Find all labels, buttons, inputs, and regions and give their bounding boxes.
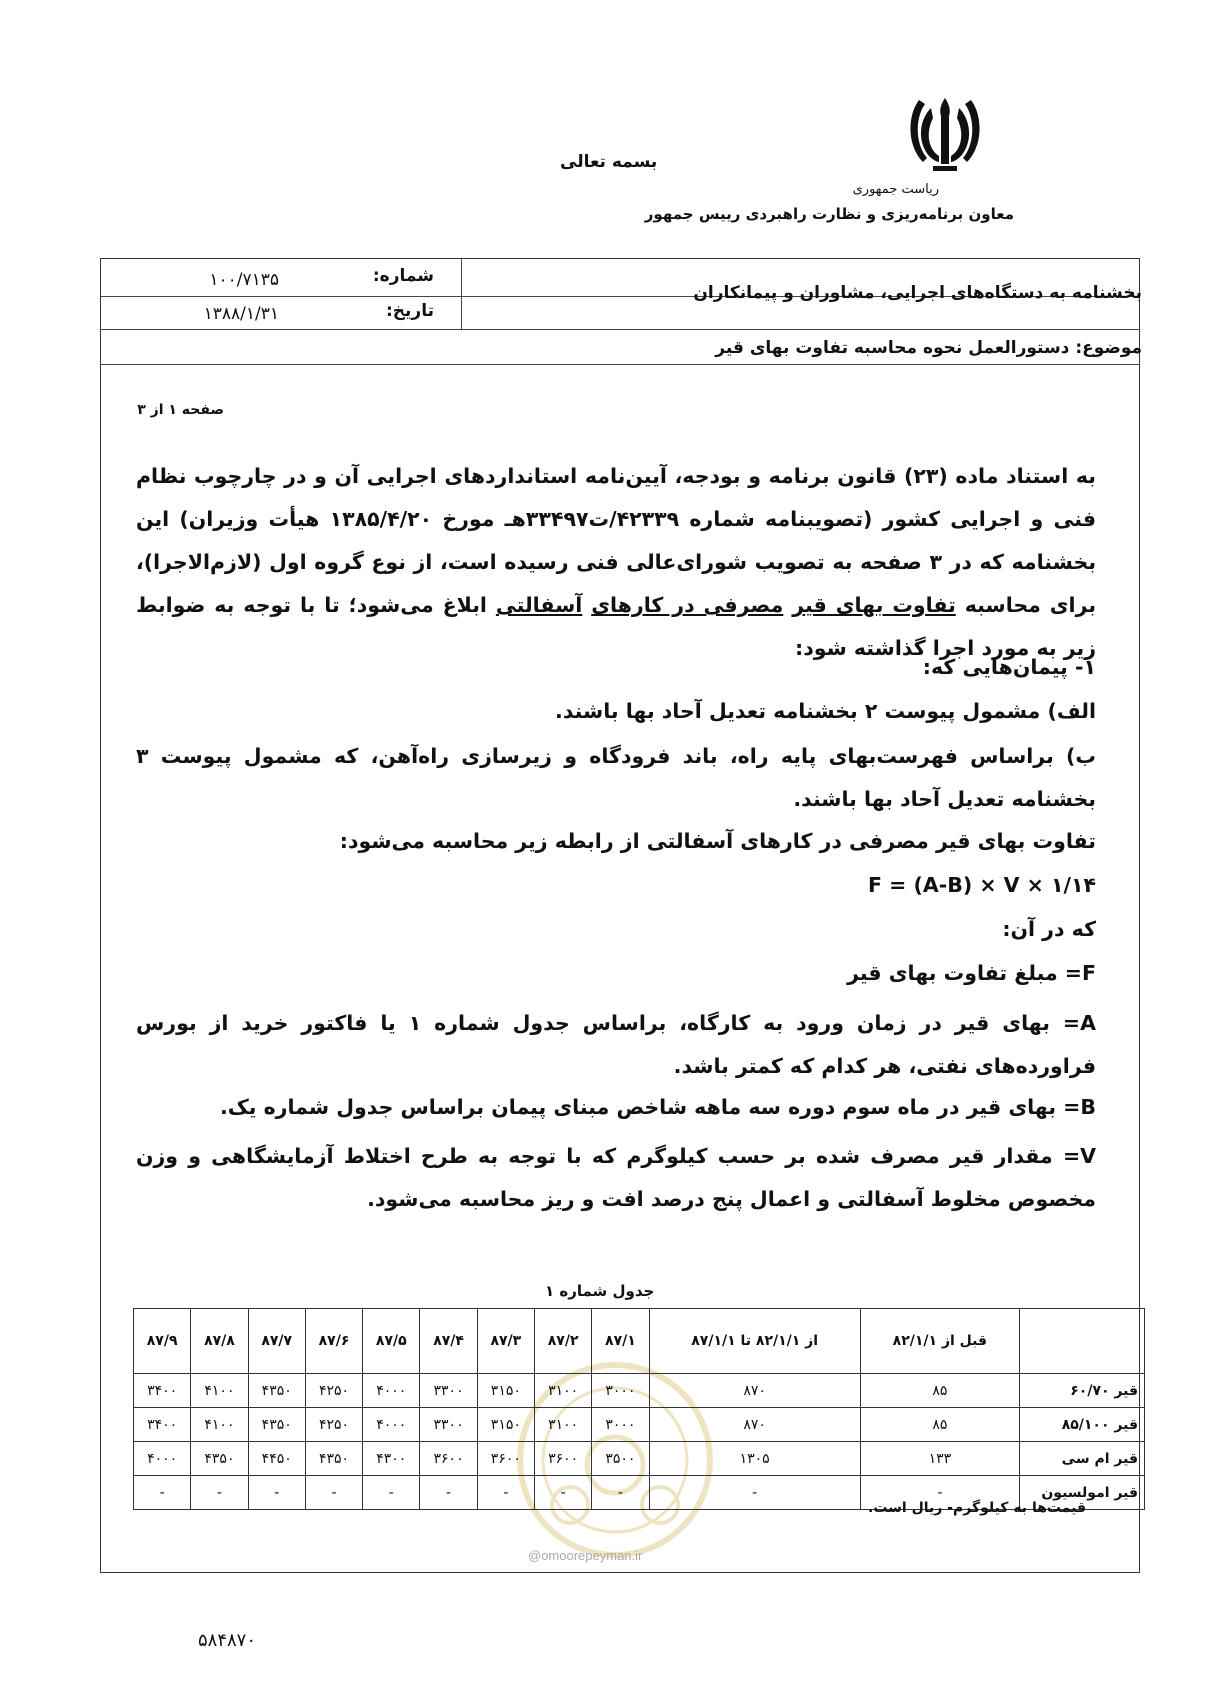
table-row xyxy=(134,1408,1145,1442)
table-caption: جدول شماره ۱ xyxy=(545,1282,655,1300)
bitumen-price-table xyxy=(133,1308,1145,1510)
intro-text-2: ابلاغ می‌شود؛ تا با توجه به ضوابط زیر به مورد اجرا گذاشته شود: xyxy=(136,593,1096,660)
date-label: تاریخ: xyxy=(386,301,434,321)
table-cell: - xyxy=(420,1476,477,1510)
symbol-b: B xyxy=(1080,1095,1096,1119)
where-label: که در آن: xyxy=(1002,917,1096,941)
vice-presidency-title: معاون برنامه‌ریزی و نظارت راهبردی رییس جمهور xyxy=(644,205,1014,223)
table-cell: ۴۳۵۰ xyxy=(191,1442,248,1476)
symbol-a: A xyxy=(1080,1011,1096,1035)
table-cell: - xyxy=(134,1476,191,1510)
table-cell: ۴۱۰۰ xyxy=(191,1408,248,1442)
table-cell: - xyxy=(534,1476,591,1510)
number-value: ۱۰۰/۷۱۳۵ xyxy=(209,270,279,290)
table-cell: ۸۷۰ xyxy=(649,1408,860,1442)
table-header-cell: از ۸۲/۱/۱ تا ۸۷/۱/۱ xyxy=(649,1309,860,1374)
intro-underline-1: تفاوت بهای قیر xyxy=(792,593,956,617)
table-row xyxy=(134,1374,1145,1408)
table-header-cell: ۸۷/۸ xyxy=(191,1309,248,1374)
divider xyxy=(101,329,1139,330)
addressee-line: بخشنامه به دستگاه‌های اجرایی، مشاوران و پیمانکاران xyxy=(693,283,1142,303)
table-header-row xyxy=(134,1309,1145,1374)
calc-intro: تفاوت بهای قیر مصرفی در کارهای آسفالتی از رابطه زیر محاسبه می‌شود: xyxy=(339,829,1096,853)
formula: F = (A-B) × V × ۱/۱۴ xyxy=(868,873,1096,897)
table-cell: - xyxy=(477,1476,534,1510)
definition-f-text: = مبلغ تفاوت بهای قیر xyxy=(847,961,1082,985)
table-cell: - xyxy=(363,1476,420,1510)
table-cell: ۳۶۰۰ xyxy=(534,1442,591,1476)
table-header-cell: ۸۷/۳ xyxy=(477,1309,534,1374)
table-cell: ۳۱۰۰ xyxy=(534,1374,591,1408)
table-cell: - xyxy=(191,1476,248,1510)
definition-a-text: = بهای قیر در زمان ورود به کارگاه، براساس جدول شماره ۱ یا فاکتور خرید از بورس فراورده‌های نفتی، هر کدام که کمتر باشد. xyxy=(136,1011,1096,1078)
table-cell: ۳۶۰۰ xyxy=(420,1442,477,1476)
table-cell: ۴۰۰۰ xyxy=(363,1374,420,1408)
table-cell: ۴۳۵۰ xyxy=(248,1374,305,1408)
table-cell: - xyxy=(248,1476,305,1510)
table-cell: ۴۲۵۰ xyxy=(305,1408,362,1442)
intro-underline-2: مصرفی در کارهای xyxy=(591,593,784,617)
table-cell: ۴۱۰۰ xyxy=(191,1374,248,1408)
table-cell: ۳۴۰۰ xyxy=(134,1408,191,1442)
divider xyxy=(461,259,462,329)
table-row xyxy=(134,1442,1145,1476)
definition-a xyxy=(136,1002,1096,1088)
number-label: شماره: xyxy=(372,266,434,286)
table-cell: - xyxy=(860,1476,1019,1510)
table-cell: ۴۰۰۰ xyxy=(363,1408,420,1442)
table-cell: ۳۳۰۰ xyxy=(420,1374,477,1408)
table-cell: ۳۰۰۰ xyxy=(592,1408,649,1442)
item-b: ب) براساس فهرست‌بهای پایه راه، باند فرودگاه و زیرسازی راه‌آهن، که مشمول پیوست ۳ بخشنامه تعدیل آحاد بها باشند. xyxy=(136,744,1096,811)
table-cell: ۳۶۰۰ xyxy=(477,1442,534,1476)
iran-emblem-icon xyxy=(905,90,985,180)
table-header-cell xyxy=(1020,1309,1145,1374)
table-row-label: قیر ۶۰/۷۰ xyxy=(1020,1374,1145,1408)
table-header-cell: ۸۷/۷ xyxy=(248,1309,305,1374)
definition-f xyxy=(847,961,1096,985)
intro-underline-3: آسفالتی xyxy=(495,593,583,617)
table-cell: ۳۵۰۰ xyxy=(592,1442,649,1476)
table-cell: ۸۵ xyxy=(860,1408,1019,1442)
page-indicator: صفحه ۱ از ۳ xyxy=(137,402,224,418)
table-cell: - xyxy=(305,1476,362,1510)
table-row-label: قیر ام سی xyxy=(1020,1442,1145,1476)
table-cell: - xyxy=(592,1476,649,1510)
table-cell: ۸۵ xyxy=(860,1374,1019,1408)
table-cell: ۴۳۰۰ xyxy=(363,1442,420,1476)
table-cell: ۴۰۰۰ xyxy=(134,1442,191,1476)
item-1: ۱- پیمان‌هایی که: xyxy=(922,655,1096,679)
table-header-cell: ۸۷/۵ xyxy=(363,1309,420,1374)
table-header-cell: ۸۷/۶ xyxy=(305,1309,362,1374)
table-row-label: قیر ۸۵/۱۰۰ xyxy=(1020,1408,1145,1442)
table-cell: ۳۳۰۰ xyxy=(420,1408,477,1442)
date-value: ۱۳۸۸/۱/۳۱ xyxy=(203,304,279,324)
definition-b-text: = بهای قیر در ماه سوم دوره سه ماهه شاخص مبنای پیمان براساس جدول شماره یک. xyxy=(219,1095,1081,1119)
table-header-cell: ۸۷/۲ xyxy=(534,1309,591,1374)
table-cell: - xyxy=(649,1476,860,1510)
table-cell: ۸۷۰ xyxy=(649,1374,860,1408)
table-header-cell: قبل از ۸۲/۱/۱ xyxy=(860,1309,1019,1374)
table-cell: ۱۳۳ xyxy=(860,1442,1019,1476)
table-cell: ۳۱۵۰ xyxy=(477,1374,534,1408)
table-cell: ۴۲۵۰ xyxy=(305,1374,362,1408)
table-note: قیمت‌ها به کیلوگرم- ریال است. xyxy=(868,1500,1086,1516)
table-header-cell: ۸۷/۹ xyxy=(134,1309,191,1374)
table-cell: ۳۴۰۰ xyxy=(134,1374,191,1408)
table-cell: ۳۰۰۰ xyxy=(592,1374,649,1408)
table-row-label: قیر امولسیون xyxy=(1020,1476,1145,1510)
presidency-label: ریاست جمهوری xyxy=(852,182,939,197)
divider xyxy=(101,364,1139,365)
footer-code: ۵۸۴۸۷۰ xyxy=(198,1630,257,1651)
intro-paragraph xyxy=(136,455,1096,670)
item-a: الف) مشمول پیوست ۲ بخشنامه تعدیل آحاد بها باشند. xyxy=(555,699,1096,723)
table-header-cell: ۸۷/۱ xyxy=(592,1309,649,1374)
table-cell: ۴۴۵۰ xyxy=(248,1442,305,1476)
bismillah-heading: بسمه تعالی xyxy=(560,152,658,172)
subject-line: موضوع: دستورالعمل نحوه محاسبه تفاوت بهای قیر xyxy=(715,338,1142,358)
symbol-f: F xyxy=(1081,961,1096,985)
definition-v xyxy=(136,1135,1096,1221)
definition-b xyxy=(220,1095,1096,1119)
table-cell: ۴۳۵۰ xyxy=(248,1408,305,1442)
watermark-text: @omoorepeyman.ir xyxy=(528,1548,643,1563)
table-cell: ۳۱۵۰ xyxy=(477,1408,534,1442)
table-header-cell: ۸۷/۴ xyxy=(420,1309,477,1374)
table-cell: ۱۳۰۵ xyxy=(649,1442,860,1476)
symbol-v: V xyxy=(1080,1144,1096,1168)
intro-text-1: به استناد ماده (۲۳) قانون برنامه و بودجه، آیین‌نامه استانداردهای اجرایی آن و در چارچوب نظام فنی و اجرایی کشور (تصویبنامه شماره ۴۲۳۳۹/ت۳۳۴۹۷هـ مورخ ۱۳۸۵/۴/۲۰ هیأت وزیران) این بخشنامه که در ۳ صفحه به تصویب شورای‌عالی فنی رسیده است، از نوع گروه اول (لازم‌الاجرا)، برای محاسبه xyxy=(136,464,1097,617)
table-cell: ۴۳۵۰ xyxy=(305,1442,362,1476)
definition-v-text: = مقدار قیر مصرف شده بر حسب کیلوگرم که با توجه به طرح اختلاط آزمایشگاهی و وزن مخصوص مخلوط آسفالتی و اعمال پنج درصد افت و ریز محاسبه می‌شود. xyxy=(136,1144,1096,1211)
table-cell: ۳۱۰۰ xyxy=(534,1408,591,1442)
